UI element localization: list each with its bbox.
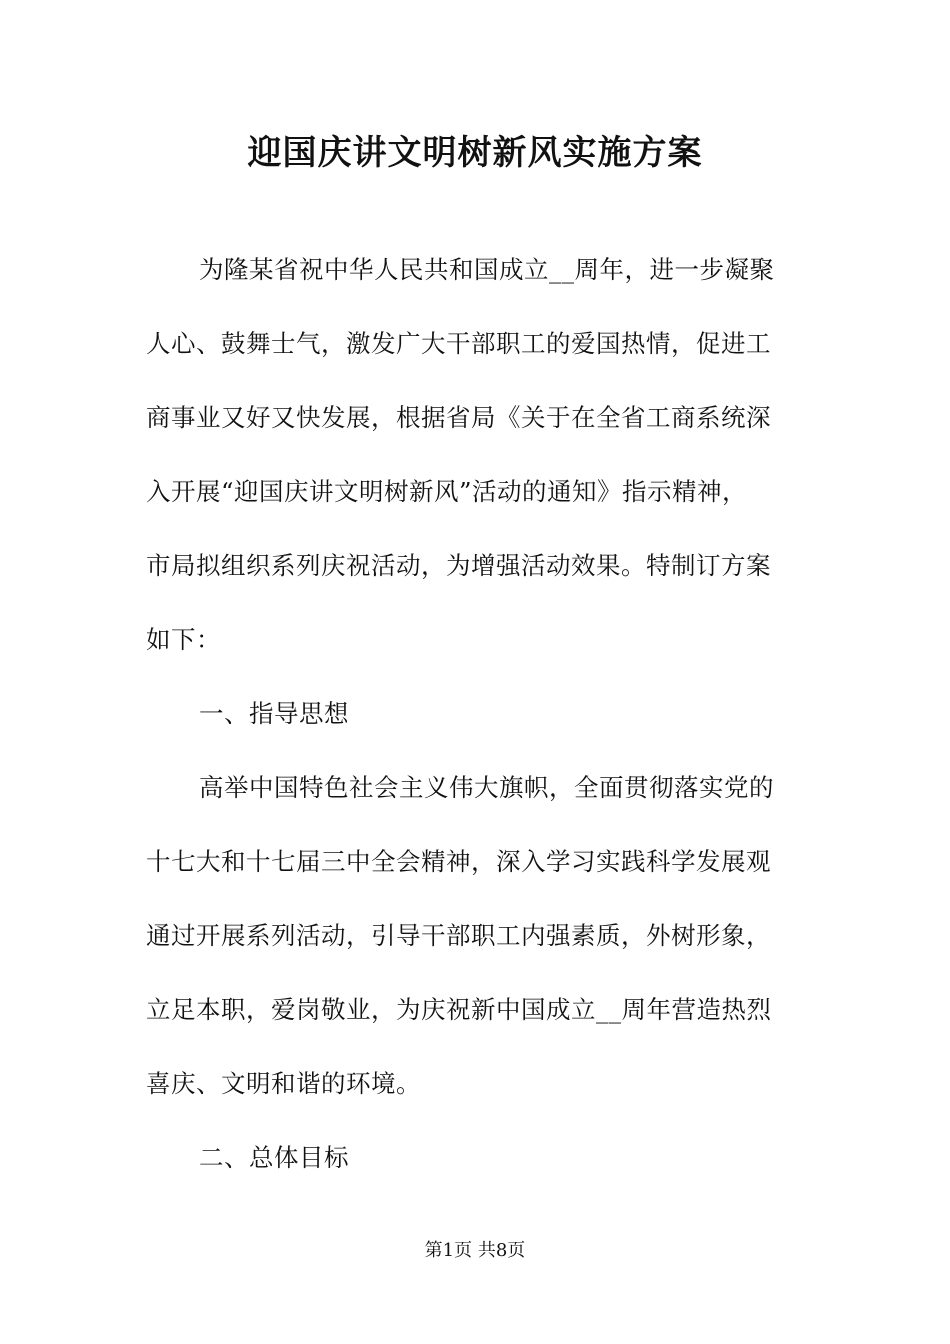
paragraph-line: 立足本职，爱岗敬业，为庆祝新中国成立__周年营造热烈 [146, 995, 772, 1024]
paragraph-line: 市局拟组织系列庆祝活动，为增强活动效果。特制订方案 [146, 551, 771, 580]
section-heading: 一、指导思想 [199, 699, 349, 728]
page-number-footer: 第1页 共8页 [424, 1240, 526, 1261]
paragraph-line: 人心、鼓舞士气，激发广大干部职工的爱国热情，促进工 [146, 329, 771, 358]
paragraph-line: 喜庆、文明和谐的环境。 [146, 1069, 421, 1098]
paragraph-line: 通过开展系列活动，引导干部职工内强素质，外树形象， [146, 921, 771, 950]
paragraph-line: 十七大和十七届三中全会精神，深入学习实践科学发展观 [146, 847, 771, 876]
section-heading: 二、总体目标 [199, 1143, 349, 1172]
paragraph-line: 入开展“迎国庆讲文明树新风”活动的通知》指示精神， [146, 477, 748, 506]
paragraph-line: 商事业又好又快发展，根据省局《关于在全省工商系统深 [146, 403, 771, 432]
document-title: 迎国庆讲文明树新风实施方案 [247, 133, 703, 173]
paragraph-line: 如下： [146, 625, 221, 654]
paragraph-line: 为隆某省祝中华人民共和国成立__周年，进一步凝聚 [199, 255, 775, 284]
document-body [146, 233, 806, 1195]
paragraph-line: 高举中国特色社会主义伟大旗帜，全面贯彻落实党的 [199, 773, 774, 802]
